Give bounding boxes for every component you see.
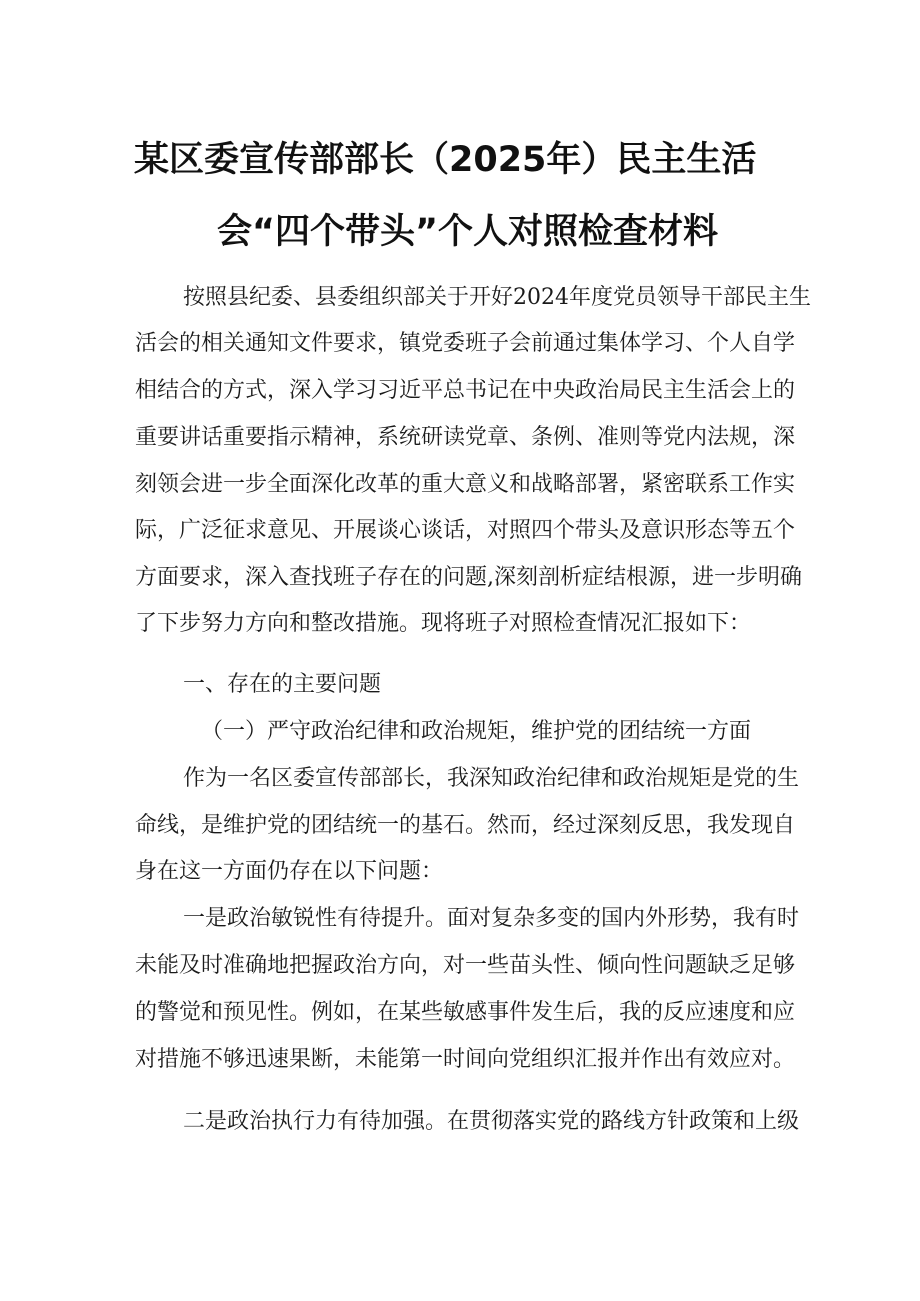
body-line: 命线，是维护党的团结统一的基石。然而，经过深刻反思，我发现自 [135,813,796,838]
subsection-heading: （一）严守政治纪律和政治规矩，维护党的团结统一方面 [201,719,752,744]
body-line: 身在这一方面仍存在以下问题： [135,859,444,884]
body-line: 方面要求，深入查找班子存在的问题,深刻剖析症结根源，进一步明确 [135,565,802,590]
body-line: 未能及时准确地把握政治方向，对一些苗头性、倾向性问题缺乏足够 [135,953,796,978]
body-line: 二是政治执行力有待加强。在贯彻落实党的路线方针政策和上级 [183,1109,800,1134]
body-line: 的警觉和预见性。例如，在某些敏感事件发生后，我的反应速度和应 [135,1000,796,1025]
body-line: 作为一名区委宣传部部长，我深知政治纪律和政治规矩是党的生 [183,766,800,791]
body-line: 了下步努力方向和整改措施。现将班子对照检查情况汇报如下： [135,611,752,636]
document-title-line-1: 某区委宣传部部长（2025年）民主生活 [134,140,757,180]
body-line: 相结合的方式，深入学习习近平总书记在中央政治局民主生活会上的 [135,378,796,403]
body-line: 对措施不够迅速果断，未能第一时间向党组织汇报并作出有效应对。 [135,1047,796,1072]
body-line: 活会的相关通知文件要求，镇党委班子会前通过集体学习、个人自学 [135,331,796,356]
section-heading: 一、存在的主要问题 [183,672,382,697]
body-line: 一是政治敏锐性有待提升。面对复杂多变的国内外形势，我有时 [183,906,800,931]
body-line: 重要讲话重要指示精神，系统研读党章、条例、准则等党内法规，深 [135,425,796,450]
document-title-line-2: 会“四个带头”个人对照检查材料 [217,212,719,252]
body-line: 际，广泛征求意见、开展谈心谈话，对照四个带头及意识形态等五个 [135,518,796,543]
body-line: 按照县纪委、县委组织部关于开好2024年度党员领导干部民主生 [183,285,811,310]
body-line: 刻领会进一步全面深化改革的重大意义和战略部署，紧密联系工作实 [135,472,796,497]
